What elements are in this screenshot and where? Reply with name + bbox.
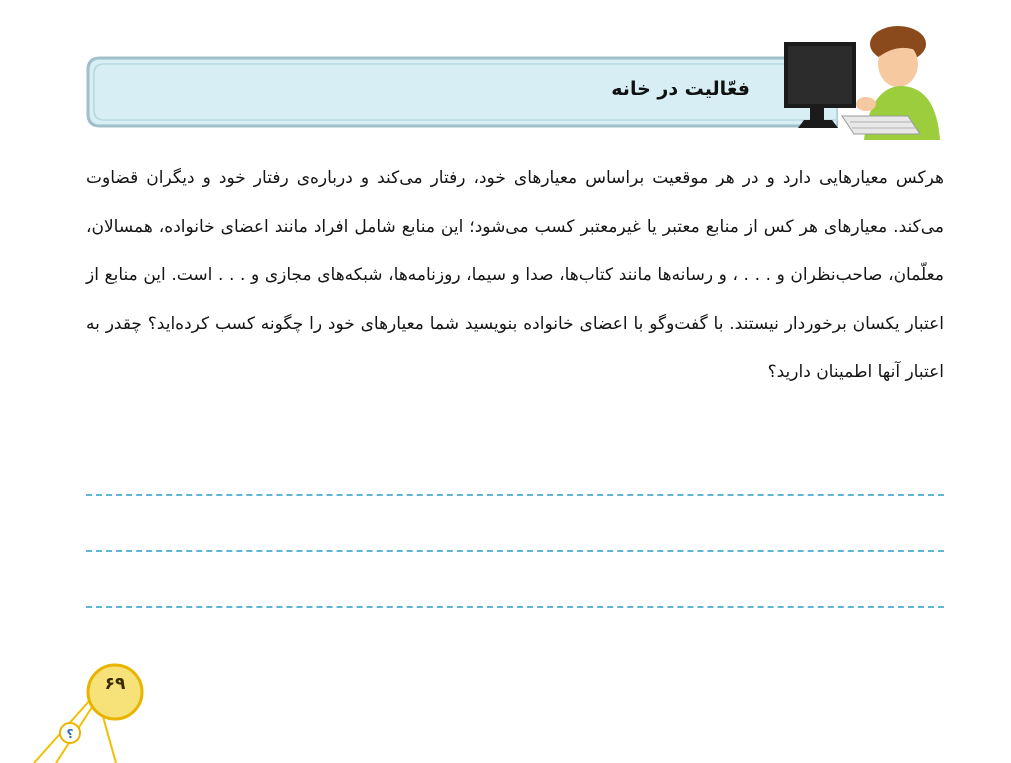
answer-line-2[interactable] (86, 550, 944, 552)
activity-banner (86, 56, 838, 128)
answer-line-1[interactable] (86, 494, 944, 496)
student-computer-illustration (780, 22, 945, 140)
answer-line-3[interactable] (86, 606, 944, 608)
activity-title: فعّالیت در خانه (611, 78, 750, 100)
badge-question-mark: ؟ (66, 727, 74, 741)
activity-paragraph: هرکس معیارهایی دارد و در هر موقعیت براساس معیارهای خود، رفتار می‌کند و درباره‌ی رفتار خود و دیگران قضاوت می‌کند. معیارهای هر کس از منابع معتبر یا غیرمعتبر کسب می‌شود؛ این منابع شامل افراد مانند اعضای خانواده، همسالان، معلّمان، صاحب‌نظران و . . . ، و رسانه‌ها مانند کتاب‌ها، صدا و سیما، روزنامه‌ها، شبکه‌های مجازی و . . . است. این منابع از اعتبار یکسان برخوردار نیستند. با گفت‌وگو با اعضای خانواده بنویسید شما معیارهای خود را چگونه کسب کرده‌اید؟ چقدر به اعتبار آنها اطمینان دارید؟ (86, 168, 944, 382)
page-number: ۶۹ (104, 674, 126, 694)
